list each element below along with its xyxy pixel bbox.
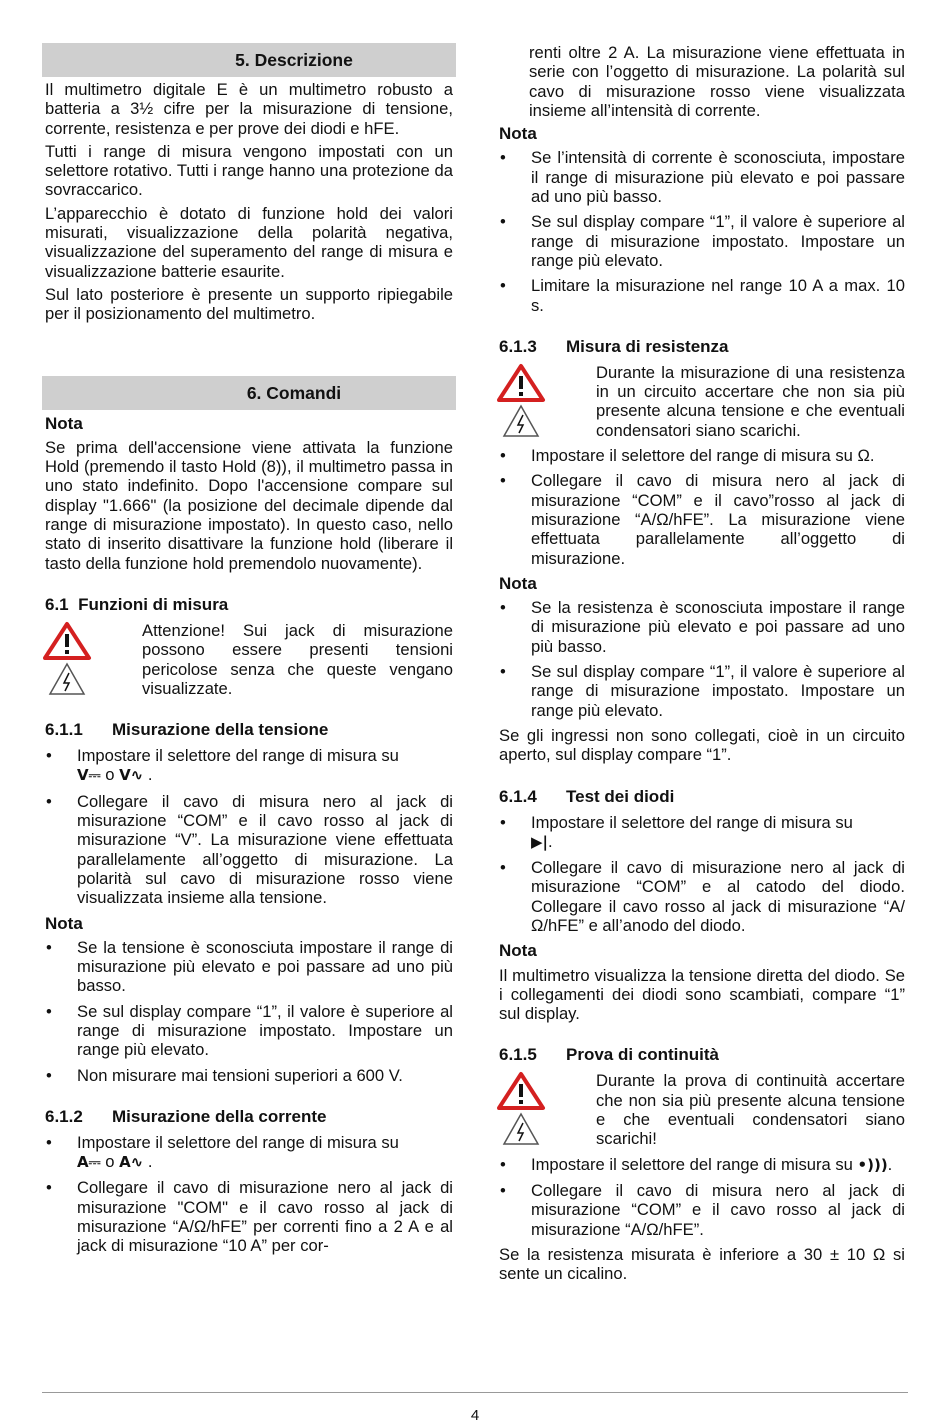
list-item: • Collegare il cavo di misurazione nero al jack di misurazione “COM” e al catodo del diodo. Collegare il cavo rosso al jack di misurazione “A/Ω/hFE” e all’anodo del diodo. (496, 858, 908, 935)
list-item: • Impostare il selettore del range di misura su •))). (496, 1155, 908, 1175)
heading-6-1-4 (499, 787, 905, 807)
warning-triangle-icon (496, 363, 546, 403)
list-item: • Se sul display compare “1”, il valore è superiore al range di misurazione impostato. Impostare un range più elevato. (42, 1002, 456, 1060)
list-item-text: Impostare il selettore del range di misura su (531, 812, 853, 832)
dc-current-symbol: A⎓ (77, 1153, 101, 1172)
bullet-list (496, 1155, 908, 1239)
heading-6-1-2 (45, 1107, 453, 1127)
heading-title: Misurazione della corrente (112, 1106, 327, 1126)
right-column (496, 43, 908, 1287)
list-item: • Impostare il selettore del range di misura su ▶|. (496, 813, 908, 853)
paragraph: Se gli ingressi non sono collegati, cioè in un circuito aperto, sul display compare “1”. (499, 725, 905, 765)
list-item: • Non misurare mai tensioni superiori a 600 V. (42, 1066, 456, 1085)
footer-divider (42, 1392, 908, 1393)
list-item: • Impostare il selettore del range di misura su V⎓ o V∿ . (42, 746, 456, 786)
list-item-text: Impostare il selettore del range di misura su (77, 1132, 399, 1152)
list-item: • Collegare il cavo di misurazione nero al jack di misurazione "COM" e il cavo rosso al jack di misurazione “A/Ω/hFE” per correnti fino a 2 A e al jack di misurazione “10 A” per cor- (42, 1178, 456, 1255)
section-6-heading (42, 376, 456, 410)
list-item: • Se la tensione è sconosciuta impostare il range di misurazione più elevato e poi passare ad uno più basso. (42, 938, 456, 996)
note-label: Nota (499, 941, 537, 961)
paragraph: Tutti i range di misura vengono impostati con un selettore rotativo. Tutti i range hanno una protezione da sovraccarico. (45, 141, 453, 200)
note-label: Nota (45, 413, 83, 433)
high-voltage-icon (496, 1111, 546, 1147)
list-item-text: o (105, 1152, 115, 1172)
heading-number: 6.1.3 (499, 336, 537, 356)
warning-block (496, 363, 908, 440)
section-6-title: 6. Comandi (246, 382, 342, 403)
heading-6-1-5 (499, 1045, 905, 1065)
diode-symbol: ▶| (531, 832, 549, 851)
continuity-buzzer-symbol: •))) (857, 1155, 888, 1174)
left-column (42, 43, 456, 1262)
list-item: • Limitare la misurazione nel range 10 A a max. 10 s. (496, 276, 908, 315)
note-label: Nota (499, 573, 537, 593)
paragraph: Se la resistenza misurata è inferiore a 30 ± 10 Ω si sente un cicalino. (499, 1244, 905, 1284)
bullet-list (496, 813, 908, 936)
paragraph: Se prima dell'accensione viene attivata la funzione Hold (premendo il tasto Hold (8)), il multimetro passa in uno stato indefinito. Dopo l'accensione compare sul display "1.666" (la posizione del decimale dipende dal range di misurazione impostato). In questo caso, nello stato di inserito disattivare la funzione hold (liberare il tasto della funzione hold premendolo nuovamente). (45, 437, 453, 573)
list-item-text: Impostare il selettore del range di misura su (77, 746, 399, 766)
heading-number: 6.1.1 (45, 720, 83, 740)
list-item: • Collegare il cavo di misura nero al jack di misurazione “COM” e il cavo rosso al jack di misurazione “A/Ω/hFE”. (496, 1181, 908, 1239)
note-label: Nota (45, 913, 83, 933)
list-item: • Impostare il selettore del range di misura su A⎓ o A∿ . (42, 1133, 456, 1173)
section-5-title: 5. Descrizione (235, 50, 353, 70)
list-item: • Collegare il cavo di misura nero al jack di misurazione “COM” e il cavo rosso al jack di misurazione “V”. La misurazione viene effettuata parallelamente all’oggetto di misurazione. La polarità sul cavo di misurazione rosso viene visualizzata insieme alla tensione. (42, 792, 456, 908)
heading-title: Misura di resistenza (566, 336, 729, 356)
warning-triangle-icon (42, 621, 92, 661)
list-item: • Impostare il selettore del range di misura su Ω. (496, 446, 908, 465)
high-voltage-icon (42, 661, 92, 697)
high-voltage-icon (496, 403, 546, 439)
heading-6-1-1 (45, 720, 453, 740)
heading-title: Prova di continuità (566, 1045, 720, 1065)
heading-number: 6.1.2 (45, 1106, 83, 1126)
bullet-list (496, 148, 908, 314)
section-5-heading (42, 43, 456, 77)
warning-text: Durante la prova di continuità accertare che non sia più presente alcuna tensione e che eventuali condensatori siano scarichi! (596, 1071, 905, 1149)
heading-title: Misurazione della tensione (112, 720, 329, 740)
warning-block (496, 1071, 908, 1148)
bullet-list (42, 1133, 456, 1256)
warning-text: Durante la misurazione di una resistenza in un circuito accertare che non sia più presente alcuna tensione e che eventuali condensatori siano scarichi. (596, 362, 905, 440)
paragraph: L’apparecchio è dotato di funzione hold dei valori misurati, visualizzazione della polarità negativa, visualizzazione del superamento del range di misura e visualizzazione batterie esaurite. (45, 203, 453, 281)
paragraph: renti oltre 2 A. La misurazione viene effettuata in serie con l’oggetto di misurazione. La polarità sul cavo di misurazione rosso viene visualizzata insieme all’intensità di corrente. (529, 43, 905, 120)
warning-triangle-icon (496, 1071, 546, 1111)
heading-number: 6.1 (45, 594, 69, 614)
bullet-list (496, 446, 908, 568)
ac-current-symbol: A∿ (119, 1153, 144, 1172)
warning-text: Attenzione! Sui jack di misurazione possono essere presenti tensioni pericolose senza che queste vengano visualizzate. (142, 620, 453, 698)
heading-number: 6.1.5 (499, 1045, 537, 1065)
list-item-text: o (105, 765, 115, 785)
list-item: • Se l’intensità di corrente è sconosciuta, impostare il range di misurazione più elevato e poi passare ad uno più basso. (496, 148, 908, 206)
paragraph: Sul lato posteriore è presente un supporto ripiegabile per il posizionamento del multimetro. (45, 284, 453, 324)
paragraph: Il multimetro digitale E è un multimetro robusto a batteria a 3½ cifre per la misurazione di tensione, corrente, resistenza e per prove dei diodi e hFE. (45, 80, 453, 138)
bullet-list (42, 746, 456, 907)
bullet-list (42, 938, 456, 1085)
list-item: • Se sul display compare “1”, il valore è superiore al range di misurazione impostato. Impostare un range più elevato. (496, 212, 908, 270)
note-label: Nota (499, 124, 537, 144)
heading-6-1-3 (499, 337, 905, 357)
heading-number: 6.1.4 (499, 786, 537, 806)
heading-title: Funzioni di misura (78, 594, 229, 614)
heading-6-1 (45, 595, 453, 615)
list-item-text: Impostare il selettore del range di misura su (531, 1154, 853, 1174)
paragraph: Il multimetro visualizza la tensione diretta del diodo. Se i collegamenti dei diodi sono scambiati, compare “1” sul display. (499, 965, 905, 1024)
page-number: 4 (470, 1407, 480, 1424)
warning-block (42, 621, 456, 698)
list-item: • Se la resistenza è sconosciuta impostare il range di misurazione più elevato e poi passare ad uno più basso. (496, 598, 908, 656)
list-item: • Se sul display compare “1”, il valore è superiore al range di misurazione impostato. Impostare un range più elevato. (496, 662, 908, 720)
ac-voltage-symbol: V∿ (119, 766, 144, 785)
list-item: • Collegare il cavo di misura nero al jack di misurazione “COM” e il cavo”rosso al jack di misurazione “A/Ω/hFE”. La misurazione viene effettuata parallelamente all’oggetto di misurazione. (496, 471, 908, 567)
heading-title: Test dei diodi (566, 786, 675, 806)
dc-voltage-symbol: V⎓ (77, 766, 101, 785)
bullet-list (496, 598, 908, 720)
